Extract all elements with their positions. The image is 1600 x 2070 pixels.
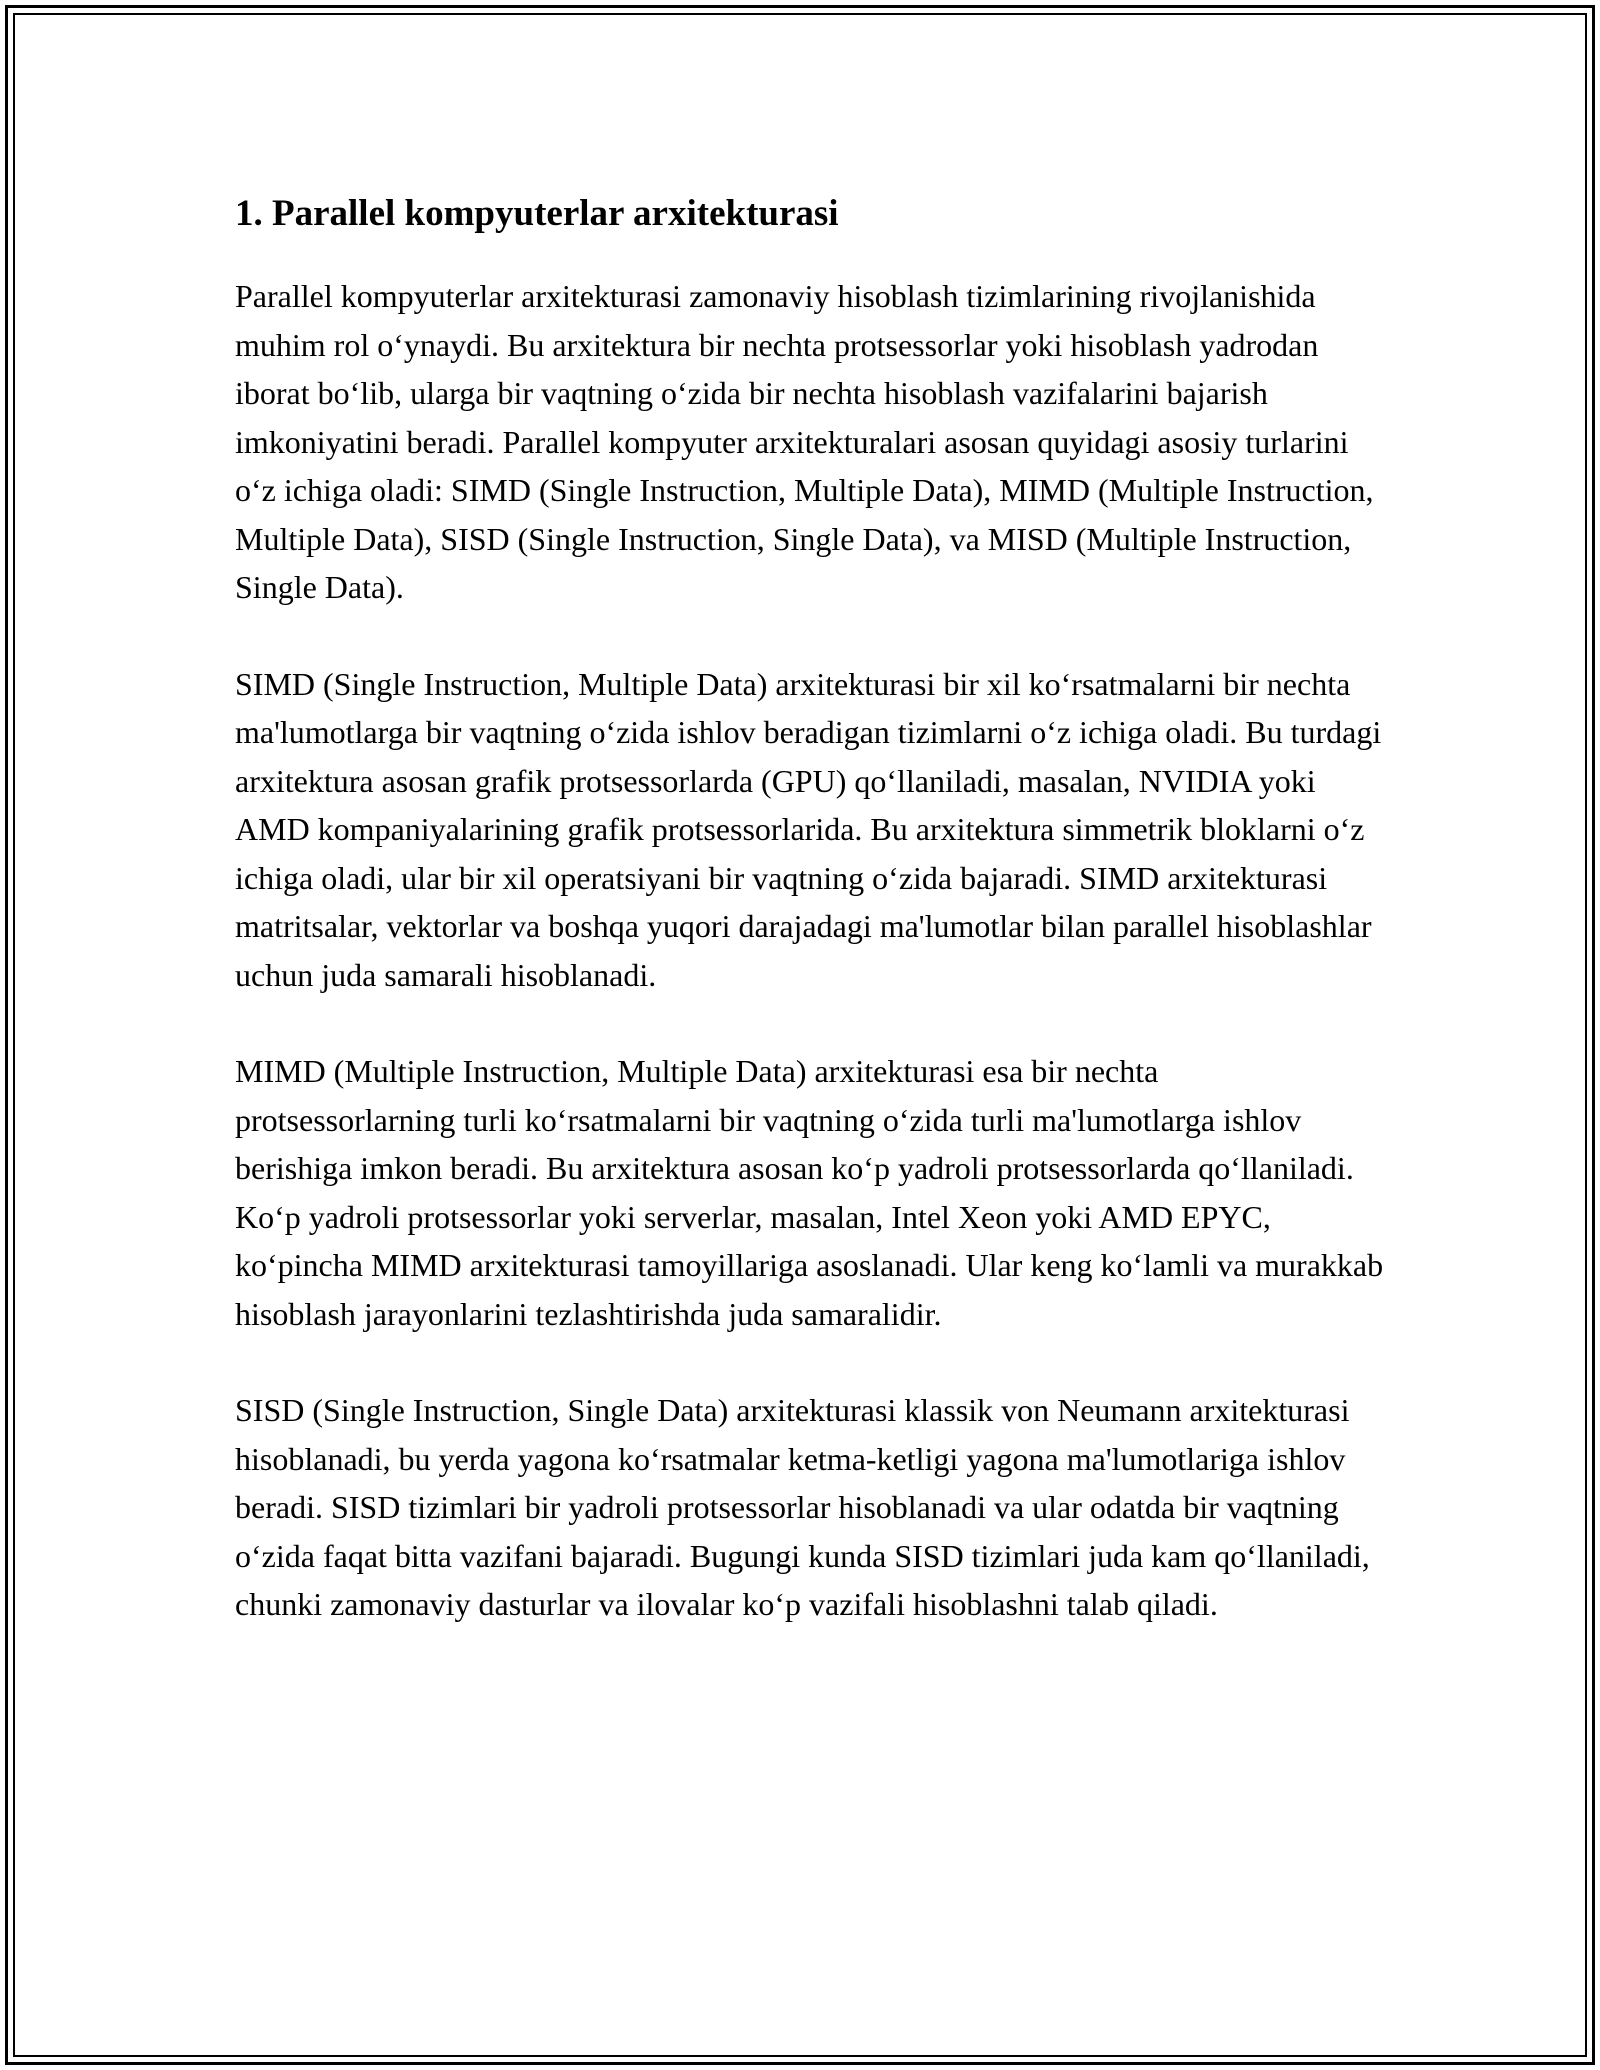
section-heading: 1. Parallel kompyuterlar arxitekturasi <box>235 193 839 234</box>
paragraph-intro: Parallel kompyuterlar arxitekturasi zamonaviy hisoblash tizimlarining rivojlanishida muhim rol o‘ynaydi. Bu arxitektura bir nechta protsessorlar yoki hisoblash yadrodan iborat bo‘lib, ularga bir vaqtning o‘zida bir nechta hisoblash vazifalarini bajarish imkoniyatini beradi. Parallel kompyuter arxitekturalari asosan quyidagi asosiy turlarini o‘z ichiga oladi: SIMD (Single Instruction, Multiple Data), MIMD (Multiple Instruction, Multiple Data), SISD (Single Instruction, Single Data), va MISD (Multiple Instruction, Single Data). <box>235 278 1374 605</box>
document-body <box>235 186 1385 1677</box>
paragraph-mimd: MIMD (Multiple Instruction, Multiple Data) arxitekturasi esa bir nechta protsessorlarning turli ko‘rsatmalarni bir vaqtning o‘zida turli ma'lumotlarga ishlov berishiga imkon beradi. Bu arxitektura asosan ko‘p yadroli protsessorlarda qo‘llaniladi. Ko‘p yadroli protsessorlar yoki serverlar, masalan, Intel Xeon yoki AMD EPYC, ko‘pincha MIMD arxitekturasi tamoyillariga asoslanadi. Ular keng ko‘lamli va murakkab hisoblash jarayonlarini tezlashtirishda juda samaralidir. <box>235 1053 1384 1332</box>
paragraph-sisd: SISD (Single Instruction, Single Data) arxitekturasi klassik von Neumann arxitekturasi hisoblanadi, bu yerda yagona ko‘rsatmalar ketma-ketligi yagona ma'lumotlariga ishlov beradi. SISD tizimlari bir yadroli protsessorlar hisoblanadi va ular odatda bir vaqtning o‘zida faqat bitta vazifani bajaradi. Bugungi kunda SISD tizimlari juda kam qo‘llaniladi, chunki zamonaviy dasturlar va ilovalar ko‘p vazifali hisoblashni talab qiladi. <box>235 1392 1370 1622</box>
paragraph-simd: SIMD (Single Instruction, Multiple Data) arxitekturasi bir xil ko‘rsatmalarni bir nechta ma'lumotlarga bir vaqtning o‘zida ishlov beradigan tizimlarni o‘z ichiga oladi. Bu turdagi arxitektura asosan grafik protsessorlarda (GPU) qo‘llaniladi, masalan, NVIDIA yoki AMD kompaniyalarining grafik protsessorlarida. Bu arxitektura simmetrik bloklarni o‘z ichiga oladi, ular bir xil operatsiyani bir vaqtning o‘zida bajaradi. SIMD arxitekturasi matritsalar, vektorlar va boshqa yuqori darajadagi ma'lumotlar bilan parallel hisoblashlar uchun juda samarali hisoblanadi. <box>235 665 1382 993</box>
